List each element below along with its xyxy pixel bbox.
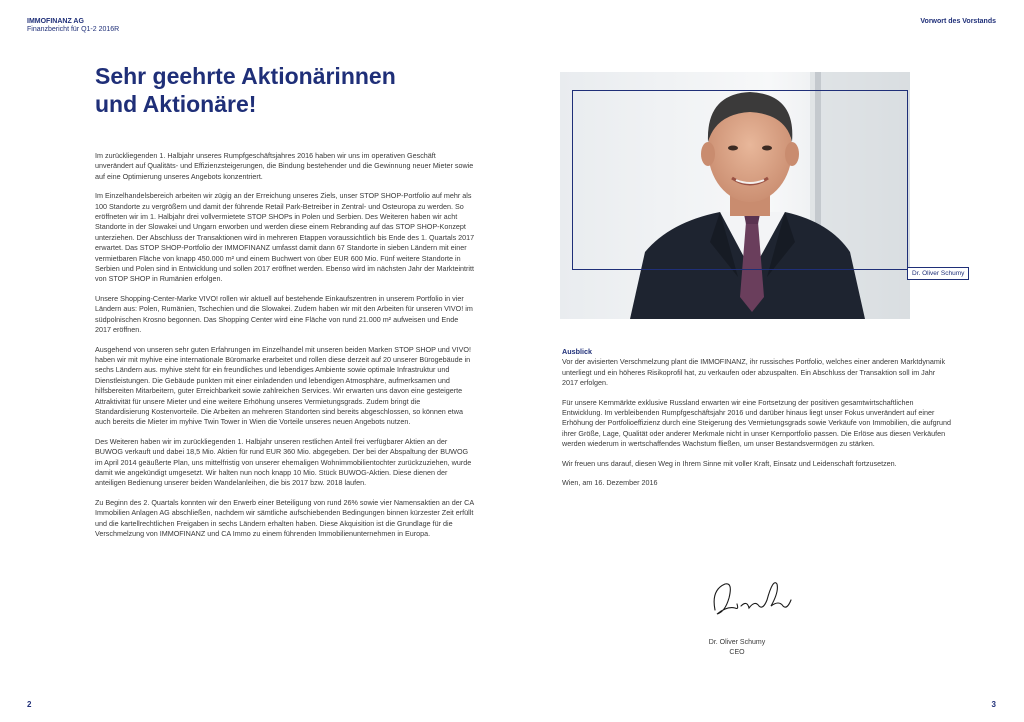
page-number-left: 2 [27,700,32,709]
paragraph: Im zurückliegenden 1. Halbjahr unseres Rumpfgeschäftsjahres 2016 haben wir uns im operativen Geschäft unverändert auf Qualitäts- und Effizienzsteigerungen, die Bindung bestehender und die Gewinnung neuer Mieter sowie auf eine Optimierung unseres Angebots konzentriert. [95,151,474,181]
paragraph: Des Weiteren haben wir im zurückliegenden 1. Halbjahr unseren restlichen Anteil frei verfügbarer Aktien an der BUWOG verkauft und dabei 18,5 Mio. Aktien für rund EUR 360 Mio. abgegeben. Der bei der Abspaltung der BUWOG im April 2014 geäußerte Plan, uns mittelfristig von unserer ehemaligen Wohnimmobilientochter zurückzuziehen, wurde damit wie angekündigt umgesetzt. Wir halten nun noch knapp 10 Mio. Stück BUWOG-Aktien. Diese dienen der anteiligen Bedienung unserer beiden Wandelanleihen, die bis 2017 bzw. 2018 laufen. [95,436,472,488]
company-name: IMMOFINANZ AG [27,18,84,25]
subheading-ausblick: Ausblick [562,347,592,356]
photo-caption: Dr. Oliver Schumy [907,267,969,280]
paragraph: Unsere Shopping-Center-Marke VIVO! rollen wir aktuell auf bestehende Einkaufszentren in unserem Portfolio in vier Ländern aus: Polen, Rumänien, Tschechien und die Slowakei. Zudem haben wir mit den Arbeiten für unseren VIVO! im südpolnischen Krosno begonnen. Das Shopping Center wird eine Fläche von rund 21.000 m² aufweisen und Ende 2017 eröffnen. [95,293,473,335]
date-line: Wien, am 16. Dezember 2016 [562,478,658,488]
paragraph: Im Einzelhandelsbereich arbeiten wir zügig an der Erreichung unseres Ziels, unser STOP SHOP-Portfolio auf mehr als 100 Standorte zu vergrößern und damit der führende Retail Park-Betreiber in Zentral- und Osteuropa zu werden. So eröffneten wir im 1. Halbjahr drei vollvermietete STOP SHOPs in Polen und Serbien. Des Weiteren haben wir acht Standorte in der Slowakei und Ungarn erworben und werden diese einem Rebranding auf das STOP SHOP-Konzept unterziehen. Der Abschluss der Transaktionen wird in mehreren Etappen voraussichtlich bis Ende des 1. Quartals 2017 erwartet. Das STOP SHOP-Portfolio der IMMOFINANZ umfasst damit dann 67 Standorte in sieben Ländern mit einer vermietbaren Fläche von knapp 450.000 m² und einem Buchwert von über EUR 600 Mio. Fünf weitere Standorte in Serbien und Polen sind in Entwicklung und sollen 2017 eröffnet werden. Ebenso wird im nächsten Jahr der Markteintritt von STOP SHOP in Rumänien erfolgen. [95,191,475,284]
paragraph: Für unsere Kernmärkte exklusive Russland erwarten wir eine Fortsetzung der positiven gesamtwirtschaftlichen Entwicklung. Im verbleibenden Rumpfgeschäftsjahr 2016 und darüber hinaus liegt unser Fokus unverändert auf einer Erhöhung der Portfolioeffizienz durch eine Steigerung des Vermietungsgrads sowie Verkäufe von Immobilien, die aufgrund ihrer Größe, Lage, Qualität oder anderer Merkmale nicht in unser Kernportfolio passen. Die Erlöse aus diesen Verkäufen werden wiederum in wertschaffendes Wachstum fließen, um unser Bestandsvermögen zu stärken. [562,397,952,449]
report-title: Finanzbericht für Q1-2 2016R [27,26,120,33]
paragraph: Vor der avisierten Verschmelzung plant die IMMOFINANZ, ihr russisches Portfolio, welches einer anderen Marktdynamik unterliegt und ein höheres Risikoprofil hat, zu verkaufen oder abzuspalten. Ein Abschluss der Transaktion soll im Jahr 2017 erfolgen. [562,357,946,388]
letter-body-right [562,347,952,497]
handwritten-signature [707,570,797,625]
title-line-2: und Aktionäre! [95,91,257,117]
signer-name: Dr. Oliver Schumy [708,639,766,646]
signer-block [702,638,772,658]
page-title [95,62,475,118]
signer-role: CEO [729,649,745,656]
photo-frame [572,90,908,270]
page-number-right: 3 [991,700,996,709]
paragraph: Zu Beginn des 2. Quartals konnten wir den Erwerb einer Beteiligung von rund 26% sowie vier Namensaktien an der CA Immobilien Anlagen AG abschließen, nachdem wir sämtliche aufschiebenden Bedingungen binnen kürzester Zeit erfüllt und die kartellrechtlichen Freigaben in sechs Ländern erhalten haben. Diese Akquisition ist die Grundlage für die Verschmelzung von IMMOFINANZ und CA Immo zu einem führenden Immobilienunternehmen in Europa. [95,497,474,538]
section-title: Vorwort des Vorstands [920,18,996,25]
letter-body-left [95,151,475,548]
paragraph: Ausgehend von unseren sehr guten Erfahrungen im Einzelhandel mit unseren beiden Marken STOP SHOP und VIVO! haben wir mit myhive eine internationale Büromarke erarbeitet und rollen diese derzeit auf 20 unserer Bürogebäude in sechs Ländern aus. myhive steht für ein freundliches und lebendiges Ambiente sowie optimale Infrastruktur und Dienstleistungen. Die Gebäude punkten mit einer einladenden und lebendigen Atmosphäre, aufmerksamen und hilfsbereiten Mitarbeitern, guter Erreichbarkeit sowie zahlreichen Services. Wir erwarten uns davon eine gesteigerte Attraktivität für unsere Mieter und eine weitere Erhöhung unseres Vermietungsgrads. Zudem bringt die Standardisierung Kostenvorteile. Die Arbeiten an mehreren Standorten sind bereits abgeschlossen, so können etwa auch bereits die Mieter im myhive Twin Tower in Wien die Vorteile unseres neuen Angebots nutzen. [95,344,471,427]
title-line-1: Sehr geehrte Aktionärinnen [95,63,396,89]
paragraph: Wir freuen uns darauf, diesen Weg in Ihrem Sinne mit voller Kraft, Einsatz und Leidenschaft fortzusetzen. [562,458,897,468]
right-page [512,0,1024,722]
